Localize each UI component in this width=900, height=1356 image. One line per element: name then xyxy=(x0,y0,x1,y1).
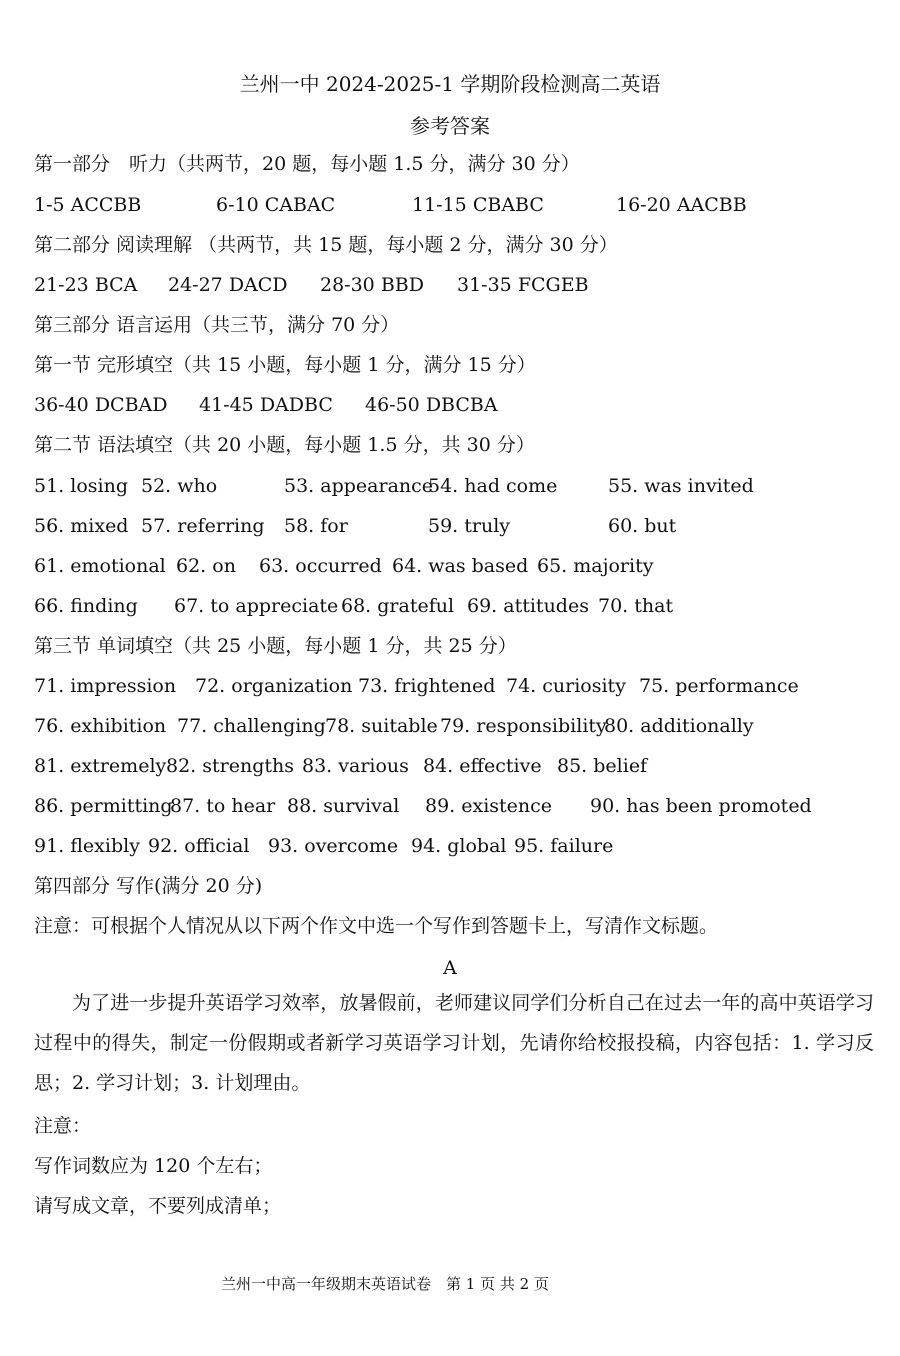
grammar-answer: 54. had come xyxy=(428,475,558,497)
grammar-row xyxy=(34,592,874,620)
vocab-answer: 87. to hear xyxy=(170,795,276,817)
part3-section3-heading: 第三节 单词填空（共 25 小题，每小题 1 分，共 25 分） xyxy=(34,635,517,657)
vocab-row xyxy=(34,792,874,820)
part3-section1-heading: 第一节 完形填空（共 15 小题，每小题 1 分，满分 15 分） xyxy=(34,354,536,376)
vocab-row xyxy=(34,712,874,740)
grammar-answer: 55. was invited xyxy=(608,475,754,497)
note-item: 请写成文章，不要列成清单； xyxy=(34,1195,282,1217)
grammar-answer: 51. losing xyxy=(34,475,128,497)
grammar-answer: 56. mixed xyxy=(34,515,129,537)
vocab-answer: 79. responsibility xyxy=(440,715,607,737)
part1-answers xyxy=(34,191,874,219)
vocab-answer: 89. existence xyxy=(425,795,553,817)
writing-prompt: 为了进一步提升英语学习效率，放暑假前，老师建议同学们分析自己在过去一年的高中英语学习过程中的得失，制定一份假期或者新学习英语学习计划，先请你给校报投稿，内容包括：1. 学习反思；2. 学习计划；3. 计划理由。 xyxy=(34,992,874,1094)
part2-heading: 第二部分 阅读理解 （共两节，共 15 题，每小题 2 分，满分 30 分） xyxy=(34,234,618,256)
vocab-answer: 73. frightened xyxy=(358,675,496,697)
answer-group: 31-35 FCGEB xyxy=(457,274,589,296)
grammar-answer: 52. who xyxy=(141,475,218,497)
grammar-answer: 68. grateful xyxy=(341,595,455,617)
grammar-answer: 57. referring xyxy=(141,515,265,537)
grammar-answer: 61. emotional xyxy=(34,555,166,577)
notes-label: 注意： xyxy=(34,1115,92,1137)
page-subtitle: 参考答案 xyxy=(410,114,490,138)
answer-group: 6-10 CABAC xyxy=(216,194,336,216)
grammar-answer: 66. finding xyxy=(34,595,138,617)
vocab-answer: 81. extremely xyxy=(34,755,167,777)
vocab-row xyxy=(34,672,874,700)
part3-section2-heading: 第二节 语法填空（共 20 小题，每小题 1.5 分，共 30 分） xyxy=(34,434,535,456)
vocab-row xyxy=(34,752,874,780)
vocab-answer: 77. challenging xyxy=(177,715,326,737)
vocab-answer: 76. exhibition xyxy=(34,715,167,737)
grammar-answer: 64. was based xyxy=(392,555,529,577)
grammar-answer: 70. that xyxy=(598,595,674,617)
vocab-answer: 86. permitting xyxy=(34,795,173,817)
vocab-answer: 94. global xyxy=(411,835,507,857)
grammar-answer: 63. occurred xyxy=(259,555,382,577)
part2-answers xyxy=(34,271,874,299)
part1-heading: 第一部分 听力（共两节，20 题，每小题 1.5 分，满分 30 分） xyxy=(34,153,580,175)
grammar-answer: 60. but xyxy=(608,515,677,537)
page-title: 兰州一中 2024-2025-1 学期阶段检测高二英语 xyxy=(239,72,661,96)
part3-heading: 第三部分 语言运用（共三节，满分 70 分） xyxy=(34,314,400,336)
grammar-answer: 58. for xyxy=(284,515,348,537)
vocab-answer: 91. flexibly xyxy=(34,835,140,857)
answer-group: 21-23 BCA xyxy=(34,274,138,296)
answer-group: 46-50 DBCBA xyxy=(365,394,498,416)
grammar-answer: 65. majority xyxy=(537,555,654,577)
vocab-answer: 74. curiosity xyxy=(506,675,626,697)
answer-group: 24-27 DACD xyxy=(168,274,288,296)
grammar-answer: 62. on xyxy=(176,555,236,577)
page-footer: 兰州一中高一年级期末英语试卷 第 1 页 共 2 页 xyxy=(221,1275,549,1293)
answer-group: 41-45 DADBC xyxy=(199,394,333,416)
vocab-answer: 84. effective xyxy=(423,755,542,777)
vocab-answer: 95. failure xyxy=(514,835,614,857)
part4-note: 注意：可根据个人情况从以下两个作文中选一个写作到答题卡上，写清作文标题。 xyxy=(34,915,719,937)
grammar-answer: 67. to appreciate xyxy=(174,595,339,617)
vocab-row xyxy=(34,832,874,860)
option-label: A xyxy=(443,957,457,979)
grammar-answer: 53. appearance xyxy=(284,475,434,497)
vocab-answer: 82. strengths xyxy=(166,755,294,777)
answer-group: 36-40 DCBAD xyxy=(34,394,168,416)
vocab-answer: 93. overcome xyxy=(268,835,399,857)
vocab-answer: 92. official xyxy=(148,835,250,857)
vocab-answer: 88. survival xyxy=(287,795,400,817)
vocab-answer: 78. suitable xyxy=(325,715,438,737)
grammar-row xyxy=(34,512,874,540)
answer-group: 1-5 ACCBB xyxy=(34,194,142,216)
vocab-answer: 75. performance xyxy=(639,675,799,697)
vocab-answer: 90. has been promoted xyxy=(590,795,812,817)
grammar-row xyxy=(34,552,874,580)
answer-group: 28-30 BBD xyxy=(320,274,424,296)
vocab-answer: 71. impression xyxy=(34,675,177,697)
part3-section1-answers xyxy=(34,391,874,419)
answer-group: 11-15 CBABC xyxy=(412,194,544,216)
note-item: 写作词数应为 120 个左右； xyxy=(34,1155,273,1177)
answer-group: 16-20 AACBB xyxy=(616,194,747,216)
grammar-answer: 69. attitudes xyxy=(467,595,589,617)
vocab-answer: 85. belief xyxy=(557,755,648,777)
vocab-answer: 72. organization xyxy=(195,675,353,697)
vocab-answer: 83. various xyxy=(302,755,409,777)
grammar-answer: 59. truly xyxy=(428,515,511,537)
grammar-row xyxy=(34,472,874,500)
vocab-answer: 80. additionally xyxy=(604,715,754,737)
part4-heading: 第四部分 写作(满分 20 分) xyxy=(34,875,263,897)
